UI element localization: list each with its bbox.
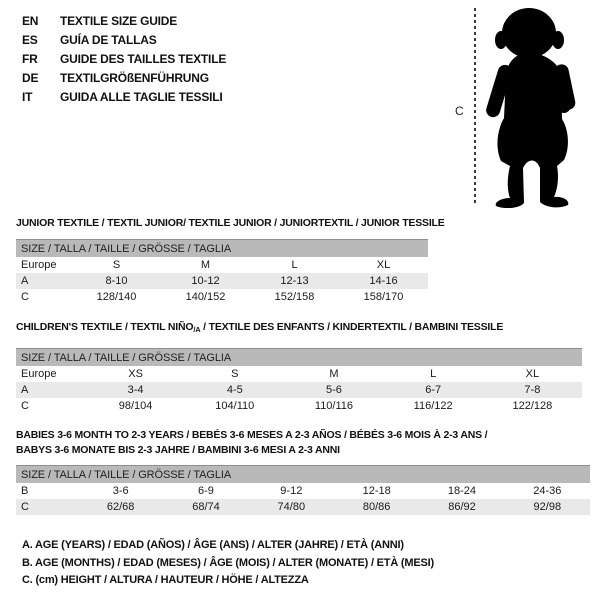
language-label: GUIDA ALLE TAGLIE TESSILI [60, 90, 223, 104]
size-cell: 6-9 [198, 485, 214, 497]
size-cell: 4-5 [185, 382, 284, 398]
size-cell: 9-12 [280, 485, 303, 497]
table-row [16, 499, 590, 515]
list-item [22, 50, 226, 69]
table-header-row [16, 349, 582, 367]
footnote-c: C. (cm) HEIGHT / ALTURA / HAUTEUR / HÖHE / ALTEZZA [22, 574, 309, 586]
size-cell: 12-18 [362, 485, 391, 497]
height-measure-dashed-line [474, 8, 476, 206]
size-cell: 18-24 [447, 485, 477, 497]
size-cell: 92/98 [505, 499, 590, 515]
list-item [22, 69, 226, 88]
list-item [22, 12, 226, 31]
size-cell: 5-6 [284, 382, 383, 398]
table-header-row [16, 240, 428, 258]
language-label: GUÍA DE TALLAS [60, 33, 157, 47]
table-row [16, 273, 428, 289]
size-cell: S [231, 368, 239, 380]
size-cell: S [112, 259, 121, 271]
section-title-text: / TEXTILE DES ENFANTS / KINDERTEXTIL / BAMBINI TESSILE [200, 321, 504, 333]
row-label: Europe [21, 259, 57, 271]
size-header: SIZE / TALLA / TAILLE / GRÖSSE / TAGLIA [16, 466, 590, 484]
section-title-line: BABYS 3-6 MONATE BIS 2-3 JAHRE / BAMBINI 3-6 MESI A 2-3 ANNI [16, 444, 340, 456]
table-row [16, 483, 590, 499]
size-cell: 116/122 [413, 400, 453, 412]
footnote-b: B. AGE (MONTHS) / EDAD (MESES) / ÂGE (MOIS) / ALTER (MONATE) / ETÀ (MESI) [22, 556, 434, 569]
row-label: A [16, 382, 86, 398]
row-label: C [21, 291, 29, 303]
size-cell: 104/110 [215, 400, 255, 412]
table-row [16, 398, 582, 414]
size-cell: 14-16 [339, 273, 428, 289]
size-cell: 110/116 [314, 400, 354, 412]
language-code: FR [22, 52, 38, 66]
size-cell: 158/170 [363, 291, 404, 303]
size-cell: XS [128, 368, 143, 380]
size-header: SIZE / TALLA / TAILLE / GRÖSSE / TAGLIA [16, 349, 582, 367]
size-cell: 98/104 [118, 400, 153, 412]
height-measure-label: C [455, 104, 464, 118]
size-cell: 7-8 [483, 382, 582, 398]
size-cell: 86/92 [419, 499, 504, 515]
language-code: EN [22, 14, 39, 28]
size-header: SIZE / TALLA / TAILLE / GRÖSSE / TAGLIA [16, 240, 428, 258]
size-cell: 68/74 [163, 499, 248, 515]
size-cell: 140/152 [185, 291, 226, 303]
row-label: Europe [21, 368, 57, 380]
section-title-children [16, 320, 503, 337]
size-cell: XL [525, 368, 540, 380]
size-cell: 80/86 [334, 499, 419, 515]
section-title-line: BABIES 3-6 MONTH TO 2-3 YEARS / BEBÉS 3-6 MESES A 2-3 AÑOS / BÉBÉS 3-6 MOIS À 2-3 ANS / [16, 429, 488, 441]
row-label: B [21, 485, 29, 497]
table-row [16, 382, 582, 398]
babies-size-table [16, 465, 590, 515]
junior-size-table [16, 239, 428, 305]
size-cell: 24-36 [533, 485, 562, 497]
size-cell: 3-4 [86, 382, 185, 398]
section-title-babies [16, 428, 487, 458]
toddler-silhouette-icon [484, 6, 580, 208]
row-label: C [16, 499, 78, 515]
size-cell: L [430, 368, 437, 380]
language-label: GUIDE DES TAILLES TEXTILE [60, 52, 227, 66]
table-row [16, 366, 582, 382]
size-cell: 6-7 [384, 382, 483, 398]
table-row [16, 257, 428, 273]
list-item [22, 31, 226, 50]
language-code: IT [22, 90, 33, 104]
size-cell: M [200, 259, 211, 271]
row-label: C [21, 400, 29, 412]
table-row [16, 289, 428, 305]
size-cell: 74/80 [249, 499, 334, 515]
size-cell: 10-12 [161, 273, 250, 289]
size-cell: L [291, 259, 298, 271]
language-list [22, 12, 226, 107]
language-label: TEXTILGRÖßENFÜHRUNG [60, 71, 209, 85]
language-code: ES [22, 33, 38, 47]
size-cell: 12-13 [250, 273, 339, 289]
table-header-row [16, 466, 590, 484]
size-cell: M [329, 368, 339, 380]
row-label: A [16, 273, 72, 289]
footnote-a: A. AGE (YEARS) / EDAD (AÑOS) / ÂGE (ANS) / ALTER (JAHRE) / ETÀ (ANNI) [22, 539, 404, 551]
size-cell: 62/68 [78, 499, 163, 515]
size-cell: 122/128 [512, 400, 553, 412]
section-title-subscript: /A [193, 325, 201, 334]
footnotes [22, 537, 434, 590]
size-cell: XL [376, 259, 391, 271]
size-cell: 8-10 [72, 273, 161, 289]
language-code: DE [22, 71, 39, 85]
children-size-table [16, 348, 582, 414]
size-cell: 128/140 [96, 291, 137, 303]
section-title-text: CHILDREN'S TEXTILE / TEXTIL NIÑO [16, 321, 194, 333]
size-cell: 152/158 [274, 291, 315, 303]
size-cell: 3-6 [112, 485, 129, 497]
language-label: TEXTILE SIZE GUIDE [60, 14, 178, 28]
section-title-junior: JUNIOR TEXTILE / TEXTIL JUNIOR/ TEXTILE JUNIOR / JUNIORTEXTIL / JUNIOR TESSILE [16, 217, 445, 229]
list-item [22, 88, 226, 107]
